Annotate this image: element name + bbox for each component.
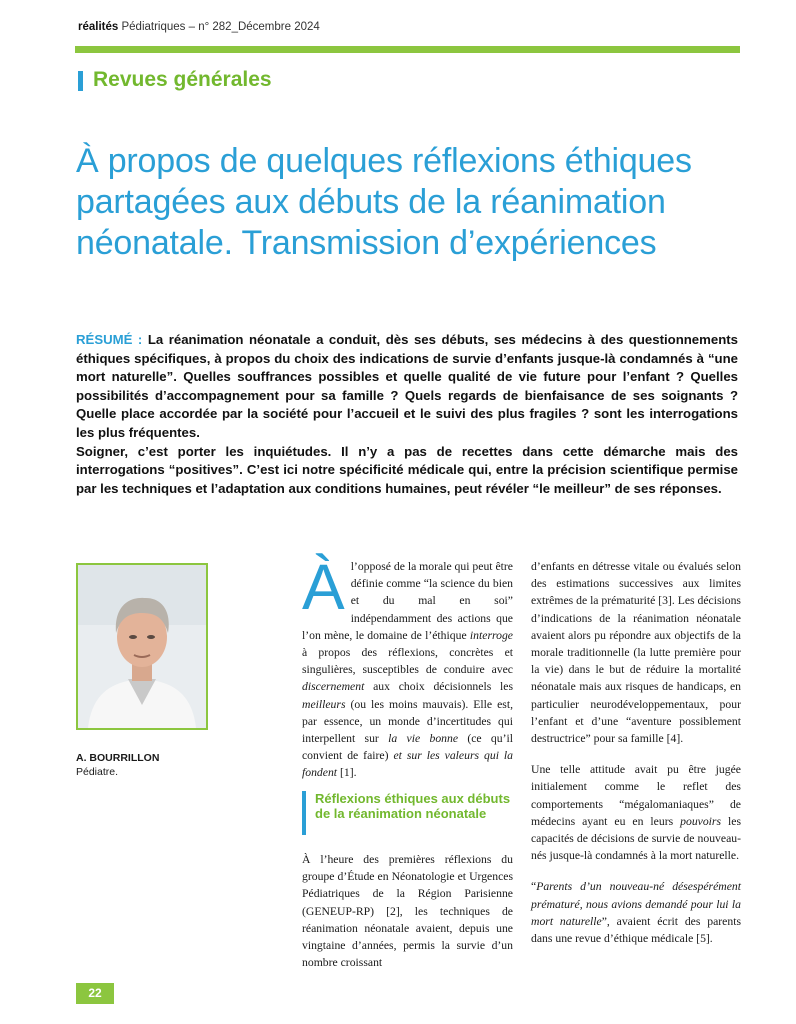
subheading: Réflexions éthiques aux débuts de la réanimation néonatale [315,791,511,821]
author-portrait-image [78,565,206,728]
intro-italic: interroge [469,628,513,642]
abstract-paragraph-1: La réanimation néonatale a conduit, dès ses débuts, ses médecins à des questionnements éthiques spécifiques, à propos du choix des indications de survie d’enfants jusque-là condamnés à “une mort naturelle”. Quelles souffrances possibles et quelle qualité de vie future pour l’enfant ? Quelles possibilités d’accompagnement pour sa famille ? Quels regards de bienfaisance de ses soignants ? Quelle place accordée par la société pour l’accueil et le suivi des plus fragiles ? sont les interrogations les plus fréquentes. [76,332,738,440]
quote-open: “ [531,880,537,894]
author-name: A. BOURRILLON [76,752,160,764]
quote-text: Parents d’un nouveau-né désespérément prématuré, nous avions demandé pour lui la mort naturelle [531,880,741,928]
body-paragraph [531,761,741,864]
section-marker [78,71,83,91]
body-text: Une telle attitude avait pu être jugée initialement comme le reflet des comportements “mégalomaniaques” de médecins ayant eu en leurs [531,763,741,828]
body-paragraph: d’enfants en détresse vitale ou évalués selon des estimations successives aux limites extrêmes de la prématurité [3]. Les décisions d’indications de la réanimation néonatale avaient alors pu répondre aux objectifs de la morale traditionnelle (la lutte première pour la vie) dans le but de réduire la mortalité néonatale mais aux risques de handicaps, en particulier neurodéveloppementaux, pour l’enfant et d’une “aventure possiblement destructrice” pour sa famille [4]. [531,560,741,746]
intro-italic: la vie bonne [388,732,459,746]
intro-text: [1]. [337,766,357,780]
abstract-paragraph-2: Soigner, c’est porter les inquiétudes. Il n’y a pas de recettes dans cette démarche mais des interrogations “positives”. C’est ici notre spécificité médicale qui, entre la précision scientifique permise par les techniques et l’adaptation aux conditions humaines, peut révéler “le meilleur” de ses réponses. [76,443,738,496]
issue-info: Pédiatriques – n° 282_Décembre 2024 [118,21,320,33]
column-2 [531,558,741,947]
running-header [78,21,320,33]
author-role: Pédiatre. [76,766,119,778]
body-paragraph: À l’heure des premières réflexions du groupe d’Étude en Néonatologie et Urgences Pédiatriques de la Région Parisienne (GENEUP-RP) [2], les techniques de réanimation néonatale avaient, depuis une vingtaine d’années, permis la survie d’un nombre croissant [302,853,513,970]
intro-italic: et sur les valeurs qui la fondent [302,749,513,780]
article-title: À propos de quelques réflexions éthiques partagées aux débuts de la réanimation néonatale. Transmission d’expériences [76,142,692,262]
intro-italic: meilleurs [302,697,346,711]
abstract-label: RÉSUMÉ : [76,332,143,347]
header-rule [75,46,740,53]
subheading-marker [302,791,306,835]
journal-name: réalités [78,21,119,33]
intro-text: l’opposé de la morale qui peut être définie comme “la science du bien et du mal en soi” indépendamment des actions que l’on mène, le domaine de l’éthique [302,560,513,642]
intro-italic: discernement [302,680,365,694]
intro-text: (ce qu’il convient de faire) [302,732,514,763]
page-number: 22 [76,983,114,1004]
abstract [76,331,738,498]
section-heading: Revues générales [93,68,272,91]
quote-attribution: ”, avaient écrit des parents dans une revue d’éthique médicale [5]. [531,914,741,946]
body-text: les capacités de décisions de survie de nouveau-nés jusque-là condamnés à la mort naturelle. [531,814,741,863]
column-1-intro [302,551,514,782]
quote-paragraph [531,878,741,947]
intro-text: à propos des réflexions, concrètes et singulières, susceptibles de conduire avec [302,646,513,677]
column-1-body [302,851,513,971]
intro-text: (ou les moins mauvais). Elle est, par essence, un monde d’incertitudes qui interpellent sur [302,697,513,746]
intro-text: aux choix décisionnels les [364,680,513,694]
author-photo [76,563,208,730]
body-italic: pouvoirs [680,814,722,828]
drop-cap: À [302,551,345,623]
